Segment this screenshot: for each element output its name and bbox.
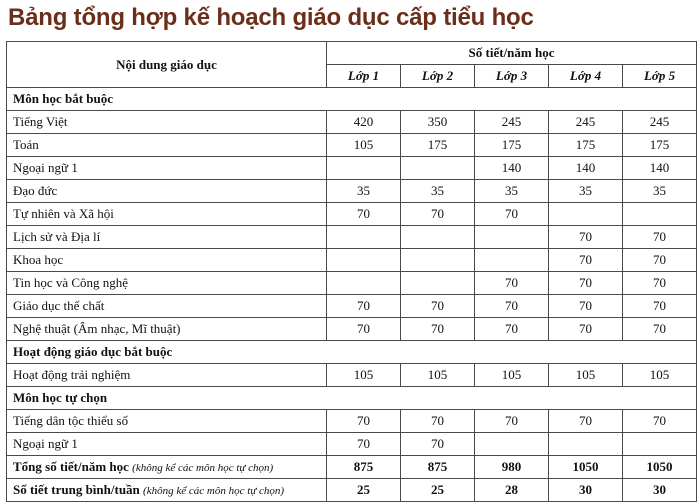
period-cell: 140 — [475, 157, 549, 180]
period-cell: 105 — [327, 134, 401, 157]
period-cell — [475, 249, 549, 272]
period-cell: 70 — [623, 295, 697, 318]
period-cell: 35 — [623, 180, 697, 203]
table-row — [7, 180, 697, 203]
subject-name: Ngoại ngữ 1 — [7, 433, 327, 456]
section-heading: Hoạt động giáo dục bắt buộc — [7, 341, 697, 364]
period-cell: 70 — [475, 203, 549, 226]
total-label-cell — [7, 479, 327, 502]
period-cell — [401, 157, 475, 180]
subject-name: Đạo đức — [7, 180, 327, 203]
period-cell: 175 — [549, 134, 623, 157]
period-cell: 70 — [475, 295, 549, 318]
period-cell: 70 — [549, 410, 623, 433]
period-cell: 70 — [327, 410, 401, 433]
period-cell: 70 — [401, 318, 475, 341]
total-label: Số tiết trung bình/tuần — [13, 482, 140, 497]
table-row — [7, 249, 697, 272]
subject-name: Tiếng dân tộc thiểu số — [7, 410, 327, 433]
subject-name: Giáo dục thể chất — [7, 295, 327, 318]
period-cell — [327, 226, 401, 249]
grade-header: Lớp 5 — [623, 65, 697, 88]
period-cell: 70 — [327, 318, 401, 341]
subject-name: Toán — [7, 134, 327, 157]
period-cell: 105 — [401, 364, 475, 387]
period-cell: 140 — [623, 157, 697, 180]
total-cell: 30 — [549, 479, 623, 502]
period-cell: 105 — [549, 364, 623, 387]
header-row-1 — [7, 42, 697, 65]
table-row — [7, 364, 697, 387]
period-cell — [401, 226, 475, 249]
grade-header: Lớp 1 — [327, 65, 401, 88]
table-row — [7, 111, 697, 134]
table-row — [7, 272, 697, 295]
table-row — [7, 433, 697, 456]
subject-name: Lịch sử và Địa lí — [7, 226, 327, 249]
period-cell: 70 — [549, 226, 623, 249]
total-cell: 1050 — [549, 456, 623, 479]
total-label-cell — [7, 456, 327, 479]
total-cell: 30 — [623, 479, 697, 502]
period-cell: 175 — [623, 134, 697, 157]
section-row — [7, 387, 697, 410]
period-cell — [475, 226, 549, 249]
period-cell: 70 — [327, 433, 401, 456]
section-row — [7, 88, 697, 111]
period-cell: 70 — [401, 295, 475, 318]
table-row — [7, 295, 697, 318]
periods-header: Số tiết/năm học — [327, 42, 697, 65]
period-cell — [475, 433, 549, 456]
total-note: (không kể các môn học tự chọn) — [132, 462, 274, 474]
total-cell: 25 — [327, 479, 401, 502]
period-cell: 70 — [623, 226, 697, 249]
total-cell: 25 — [401, 479, 475, 502]
period-cell: 70 — [401, 433, 475, 456]
period-cell — [623, 203, 697, 226]
total-row — [7, 479, 697, 502]
subject-name: Ngoại ngữ 1 — [7, 157, 327, 180]
period-cell — [549, 433, 623, 456]
period-cell: 70 — [623, 249, 697, 272]
section-heading: Môn học tự chọn — [7, 387, 697, 410]
period-cell: 70 — [401, 410, 475, 433]
period-cell — [401, 249, 475, 272]
period-cell: 70 — [475, 272, 549, 295]
period-cell: 70 — [623, 410, 697, 433]
total-cell: 980 — [475, 456, 549, 479]
period-cell: 70 — [623, 272, 697, 295]
total-cell: 28 — [475, 479, 549, 502]
subject-name: Nghệ thuật (Âm nhạc, Mĩ thuật) — [7, 318, 327, 341]
table-row — [7, 318, 697, 341]
total-cell: 875 — [327, 456, 401, 479]
period-cell — [401, 272, 475, 295]
total-cell: 875 — [401, 456, 475, 479]
table-row — [7, 410, 697, 433]
section-heading: Môn học bắt buộc — [7, 88, 697, 111]
period-cell: 70 — [623, 318, 697, 341]
period-cell: 350 — [401, 111, 475, 134]
total-label: Tổng số tiết/năm học — [13, 459, 129, 474]
grade-header: Lớp 3 — [475, 65, 549, 88]
period-cell: 35 — [549, 180, 623, 203]
table-row — [7, 157, 697, 180]
grade-header: Lớp 4 — [549, 65, 623, 88]
education-plan-table — [6, 41, 697, 502]
period-cell: 35 — [327, 180, 401, 203]
period-cell: 70 — [549, 295, 623, 318]
period-cell: 70 — [327, 295, 401, 318]
subject-name: Tiếng Việt — [7, 111, 327, 134]
table-row — [7, 203, 697, 226]
period-cell: 70 — [549, 272, 623, 295]
period-cell: 70 — [475, 318, 549, 341]
period-cell — [327, 272, 401, 295]
period-cell: 70 — [549, 249, 623, 272]
total-note: (không kể các môn học tự chọn) — [143, 485, 285, 497]
period-cell: 175 — [401, 134, 475, 157]
period-cell: 175 — [475, 134, 549, 157]
content-header: Nội dung giáo dục — [7, 42, 327, 88]
period-cell: 140 — [549, 157, 623, 180]
period-cell: 245 — [475, 111, 549, 134]
period-cell: 70 — [549, 318, 623, 341]
page-title: Bảng tổng hợp kế hoạch giáo dục cấp tiểu học — [8, 4, 534, 31]
table-body — [7, 88, 697, 502]
period-cell: 105 — [327, 364, 401, 387]
section-row — [7, 341, 697, 364]
period-cell: 105 — [623, 364, 697, 387]
period-cell: 70 — [327, 203, 401, 226]
period-cell — [549, 203, 623, 226]
total-cell: 1050 — [623, 456, 697, 479]
period-cell: 245 — [549, 111, 623, 134]
subject-name: Hoạt động trải nghiệm — [7, 364, 327, 387]
period-cell: 35 — [401, 180, 475, 203]
total-row — [7, 456, 697, 479]
period-cell: 70 — [475, 410, 549, 433]
subject-name: Tự nhiên và Xã hội — [7, 203, 327, 226]
period-cell: 420 — [327, 111, 401, 134]
period-cell: 105 — [475, 364, 549, 387]
period-cell: 35 — [475, 180, 549, 203]
table-row — [7, 134, 697, 157]
period-cell — [623, 433, 697, 456]
period-cell — [327, 249, 401, 272]
period-cell — [327, 157, 401, 180]
subject-name: Tin học và Công nghệ — [7, 272, 327, 295]
table-row — [7, 226, 697, 249]
grade-header: Lớp 2 — [401, 65, 475, 88]
period-cell: 70 — [401, 203, 475, 226]
period-cell: 245 — [623, 111, 697, 134]
subject-name: Khoa học — [7, 249, 327, 272]
